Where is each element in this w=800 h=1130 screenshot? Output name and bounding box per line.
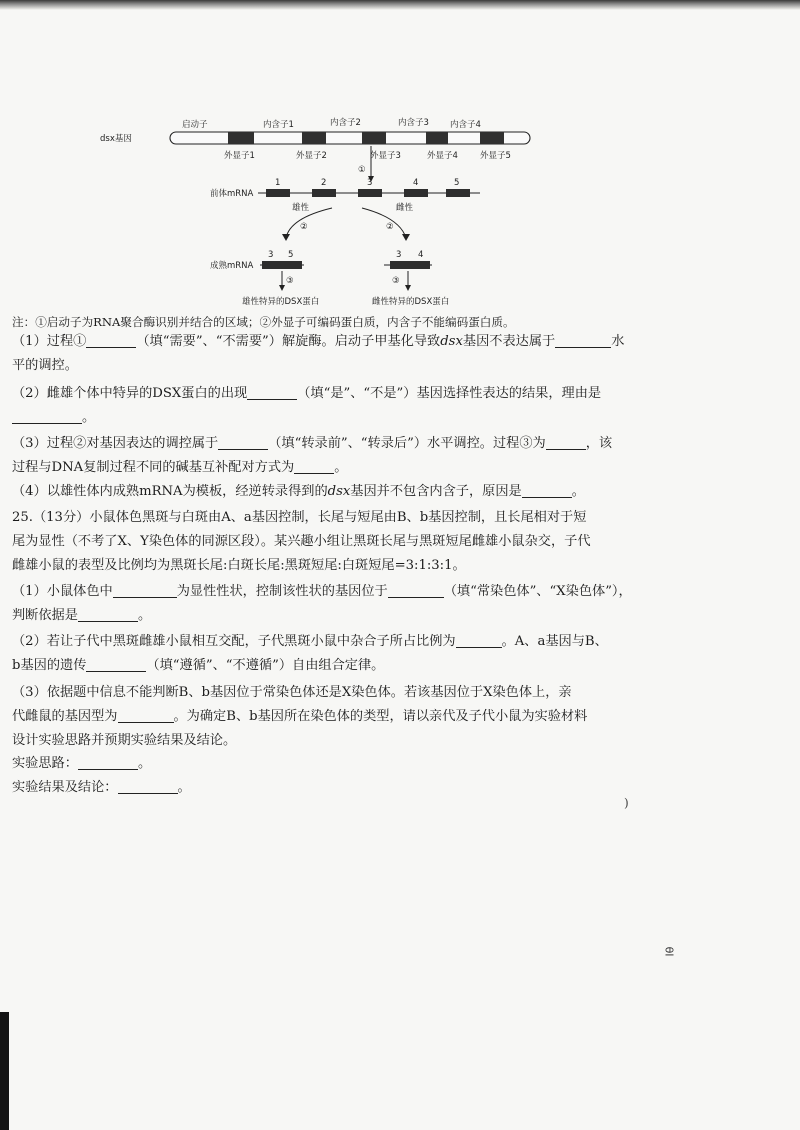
pre-mrna-number-1: 1 <box>275 178 281 188</box>
q25-3-text-b: 代雌鼠的基因型为 <box>12 709 118 724</box>
pre-mrna-exon-1 <box>266 189 290 197</box>
experiment-result-end: 。 <box>177 780 191 795</box>
q1-blank-2[interactable] <box>555 331 611 348</box>
pre-mrna-exon-5 <box>446 189 470 197</box>
pre-mrna-number-5: 5 <box>454 178 460 188</box>
q3-text-a: （3）过程②对基因表达的调控属于 <box>12 436 219 451</box>
question-3 <box>12 432 632 480</box>
q25-1-text-d: 判断依据是 <box>12 608 78 623</box>
exon-block-1 <box>228 132 254 144</box>
q25-3-line-3: 设计实验思路并预期实验结果及结论。 <box>12 733 237 748</box>
female-exon-4-block <box>410 261 430 269</box>
question-25-stem <box>12 506 632 578</box>
pre-mrna-exon-3 <box>358 189 382 197</box>
diagram-note: 注：①启动子为RNA聚合酶识别并结合的区域；②外显子可编码蛋白质，内含子不能编码蛋白质。 <box>12 315 515 329</box>
experiment-result-blank[interactable] <box>118 777 178 794</box>
q1-text-f: 平的调控。 <box>12 358 78 373</box>
experiment-answers <box>12 752 632 800</box>
exon-label-2: 外显子2 <box>296 151 327 161</box>
pre-mrna-number-4: 4 <box>413 178 419 188</box>
male-splicing-arrowhead <box>282 234 290 241</box>
question-4 <box>12 480 632 504</box>
intron-label-2: 内含子2 <box>330 118 361 128</box>
question-25-3 <box>12 681 632 753</box>
experiment-result-line <box>12 776 632 800</box>
q2-blank-1[interactable] <box>247 383 297 400</box>
q3-text-e: 。 <box>334 460 348 475</box>
experiment-idea-label: 实验思路： <box>12 756 78 771</box>
intron-label-4: 内含子4 <box>450 120 481 130</box>
q1-dsx-term: dsx <box>440 334 463 349</box>
q1-text-d: 基因不表达属于 <box>462 334 556 349</box>
pre-mrna-exon-4 <box>404 189 428 197</box>
q25-1-blank-3[interactable] <box>78 605 138 622</box>
question-1 <box>12 330 632 378</box>
q4-dsx-term: dsx <box>327 484 351 499</box>
question-25-2 <box>12 630 632 678</box>
pre-mrna-label: 前体mRNA <box>210 189 254 199</box>
female-exon-number-3: 3 <box>396 250 402 260</box>
q3-text-b: （填“转录前”、“转录后”）水平调控。过程③为 <box>268 436 546 451</box>
q25-line-2: 尾为显性（不考了X、Y染色体的同源区段）。某兴趣小组让黑斑长尾与黑斑短尾雌雄小鼠杂交，子代 <box>12 534 591 549</box>
mature-mrna-label: 成熟mRNA <box>210 261 254 271</box>
male-step3-arrowhead <box>279 285 285 291</box>
q4-text-d: 。 <box>571 484 585 499</box>
male-label: 雄性 <box>292 203 310 213</box>
step2-left-marker: ② <box>300 222 308 232</box>
q1-text-a: （1）过程① <box>12 334 87 349</box>
gene-bar <box>170 132 530 144</box>
q25-line-3: 雌雄小鼠的表型及比例均为黑斑长尾:白斑长尾:黑斑短尾:白斑短尾=3:1:3:1。 <box>12 558 466 573</box>
male-exon-number-5: 5 <box>288 250 294 260</box>
intron-label-3: 内含子3 <box>398 118 429 128</box>
scan-edge-left <box>0 1012 9 1130</box>
female-exon-3-block <box>390 261 410 269</box>
female-step3-arrowhead <box>405 285 411 291</box>
pre-mrna-exon-2 <box>312 189 336 197</box>
male-exon-number-3: 3 <box>268 250 274 260</box>
q1-blank-1[interactable] <box>86 331 136 348</box>
q25-1-text-e: 。 <box>137 608 152 623</box>
q3-text-d: 过程与DNA复制过程不同的碱基互补配对方式为 <box>12 460 295 475</box>
male-exon-3-block <box>262 261 282 269</box>
promoter-label: 启动子 <box>182 120 208 130</box>
q25-1-blank-1[interactable] <box>113 581 177 598</box>
exon-label-3: 外显子3 <box>370 151 401 161</box>
exon-block-3 <box>362 132 386 144</box>
q25-1-text-b: 为显性性状，控制该性状的基因位于 <box>176 584 388 599</box>
q2-text-a: （2）雌雄个体中特异的DSX蛋白的出现 <box>12 386 248 401</box>
pre-mrna-number-3: 3 <box>367 178 373 188</box>
scan-edge-top <box>0 0 800 10</box>
exon-label-4: 外显子4 <box>427 151 458 161</box>
q25-2-blank-2[interactable] <box>86 655 146 672</box>
q25-2-blank-1[interactable] <box>456 631 502 648</box>
exon-label-1: 外显子1 <box>224 151 255 161</box>
gene-label: dsx基因 <box>100 134 132 144</box>
q1-text-e: 水 <box>611 334 625 349</box>
q25-2-text-b: 。A、a基因与B、 <box>501 634 608 649</box>
q25-3-line-2 <box>12 705 632 729</box>
q3-blank-3[interactable] <box>294 457 334 474</box>
q25-3-text-c: 。为确定B、b基因所在染色体的类型，请以亲代及子代小鼠为实验材料 <box>173 709 588 724</box>
male-exon-5-block <box>282 261 302 269</box>
q25-1-blank-2[interactable] <box>388 581 444 598</box>
q4-blank-1[interactable] <box>522 481 572 498</box>
intron-label-1: 内含子1 <box>263 120 294 130</box>
q2-text-c: 。 <box>82 410 96 425</box>
question-2 <box>12 382 632 430</box>
stray-mark: ) <box>624 796 629 810</box>
q1-text-b: （填“需要”、“不需要”）解旋酶。启动子甲基化导致 <box>136 334 441 349</box>
q3-text-c: ，该 <box>585 436 613 451</box>
question-25-1 <box>12 580 632 628</box>
q25-3-blank-1[interactable] <box>118 706 174 723</box>
exon-label-5: 外显子5 <box>480 151 511 161</box>
female-exon-number-4: 4 <box>418 250 424 260</box>
q2-text-b: （填“是”、“不是”）基因选择性表达的结果，理由是 <box>297 386 602 401</box>
experiment-idea-blank[interactable] <box>78 753 138 770</box>
q25-line-1: 25.（13分）小鼠体色黑斑与白斑由A、a基因控制，长尾与短尾由B、b基因控制，且长尾相对于短 <box>12 510 587 525</box>
experiment-result-label: 实验结果及结论： <box>12 780 118 795</box>
q4-text-a: （4）以雄性体内成熟mRNA为模板，经逆转录得到的 <box>12 484 328 499</box>
experiment-idea-end: 。 <box>137 756 152 771</box>
female-label: 雌性 <box>396 203 414 213</box>
q4-text-c: 基因并不包含内含子，原因是 <box>350 484 522 499</box>
exon-block-2 <box>302 132 326 144</box>
q25-2-text-a: （2）若让子代中黑斑雌雄小鼠相互交配，子代黑斑小鼠中杂合子所占比例为 <box>12 634 456 649</box>
q3-blank-1[interactable] <box>218 433 268 450</box>
q25-1-text-a: （1）小鼠体色中 <box>12 584 113 599</box>
q25-1-text-c: （填“常染色体”、“X染色体”）， <box>443 584 632 599</box>
pre-mrna-number-2: 2 <box>321 178 327 188</box>
q2-blank-2[interactable] <box>12 407 82 424</box>
step3-left-marker: ③ <box>286 276 294 286</box>
q25-2-text-c: b基因的遗传 <box>12 658 87 673</box>
q25-3-line-1: （3）依据题中信息不能判断B、b基因位于常染色体还是X染色体。若该基因位于X染色体上，亲 <box>12 685 572 700</box>
exon-block-5 <box>480 132 504 144</box>
dsx-gene-diagram <box>100 110 560 310</box>
experiment-idea-line <box>12 752 632 776</box>
male-protein-label: 雄性特异的DSX蛋白 <box>242 297 320 307</box>
page-mark: θl <box>662 946 676 957</box>
step1-marker: ① <box>358 165 366 175</box>
female-splicing-arrowhead <box>402 234 410 241</box>
step2-right-marker: ② <box>386 222 394 232</box>
step3-right-marker: ③ <box>392 276 400 286</box>
q25-2-text-d: （填“遵循”、“不遵循”）自由组合定律。 <box>146 658 385 673</box>
female-protein-label: 雌性特异的DSX蛋白 <box>372 297 450 307</box>
q3-blank-2[interactable] <box>546 433 586 450</box>
exon-block-4 <box>426 132 448 144</box>
